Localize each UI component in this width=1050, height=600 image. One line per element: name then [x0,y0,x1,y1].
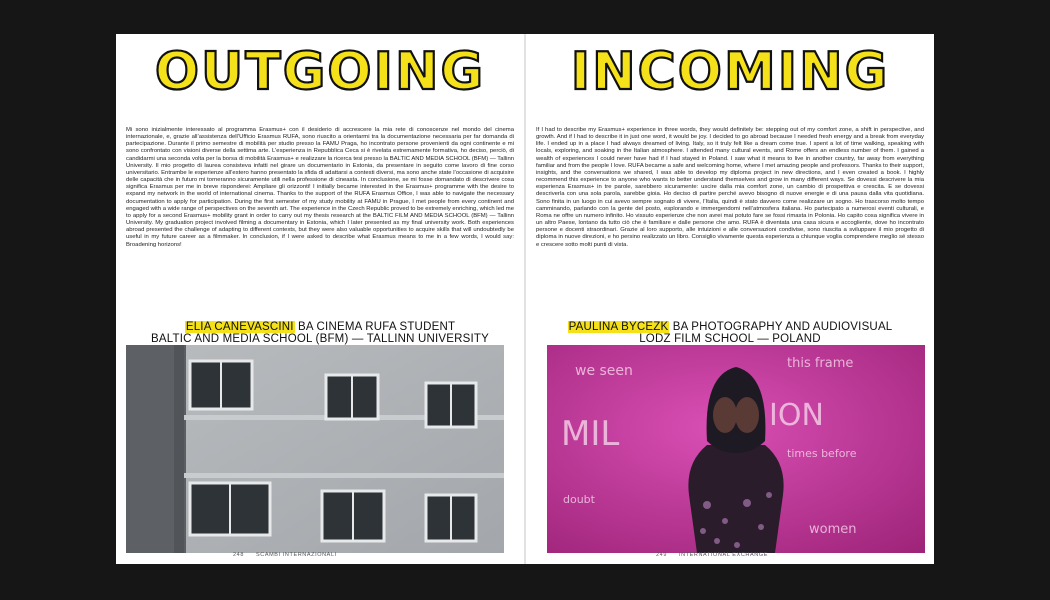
left-page [116,34,524,564]
wall-portrait-photo [547,345,925,553]
credit-left [116,322,524,345]
headline-outgoing: OUTGOING [154,42,486,102]
wall-writing: we seen [575,363,633,379]
wall-writing: MIL [561,414,620,454]
wall-writing: ION [769,398,824,433]
headline-incoming: INCOMING [570,42,890,102]
student-role: BA PHOTOGRAPHY AND AUDIOVISUAL [672,321,893,333]
credit-line-1 [116,322,524,334]
portrait-illustration [547,345,925,553]
section-name-right: INTERNATIONAL EXCHANGE [678,552,768,558]
wall-writing: doubt [563,493,595,506]
page-number-right: 249 [656,552,667,558]
right-page [526,34,934,564]
credit-right [526,322,934,345]
wall-writing: women [809,522,857,537]
credit-line-1 [526,322,934,334]
student-name-highlight: ELIA CANEVASCINI [185,321,294,333]
wall-writing: this frame [787,356,854,371]
wall-writing: times before [787,447,857,460]
body-text-left: Mi sono inizialmente interessato al programma Erasmus+ con il desiderio di accrescere la mia rete di conoscenze nel mondo del cinema internazionale, e, grazie all’assistenza dell’Ufficio Erasmus RUFA, sono riuscito a orientarmi tra la documentazione necessaria per far domanda di partecipazione. Durante il primo semestre di mobilità per studio presso la FAMU Praga, ho incontrato persone provenienti da ogni continente e mi sono confrontato con visioni diverse della settima arte. L’esperienza in Repubblica Ceca si è rivelata estremamente formativa, ho deciso, perciò, di candidarmi una seconda volta per la borsa di mobilità Erasmus+ e realizzare la ricerca tesi presso la BALTIC AND MEDIA SCHOOL (BFM) — Tallinn University. Il mio progetto di laurea consisteva infatti nel girare un documentario in Estonia, da presentare in seguito come lavoro di fine corso universitario. Entrambe le esperienze all’estero hanno presentato la sfida di adattarsi a contesti diversi, ma sono anche state l’occasione di acquisire delle capacità che in futuro mi torneranno sicuramente utili nella professione di cineasta. In conclusione, se mi fosse domandato di descrivere cosa significa Erasmus per me in breve risponderei: Ampliare gli orizzonti! I initially became interested in the Erasmus+ programme with the desire to expand my network in the world of international cinema. Thanks to the support of the RUFA Erasmus Office, I was able to navigate the necessary documentation to apply for participation. During the first semester of my study mobility at FAMU in Prague, I met people from every continent and engaged with a wide range of perspectives on the seventh art. The experience in the Czech Republic proved to be extremely enriching, which led me to apply for a second Erasmus+ mobility grant in order to carry out my thesis research at the BALTIC FILM AND MEDIA SCHOOL (BFM) — Tallinn University. My graduation project involved filming a documentary in Estonia, which I later presented as my final university work. Both experiences abroad presented the challenge of adapting to different contexts, but they were also valuable opportunities to acquire skills that will undoubtedly be useful in my future career as a filmmaker. In conclusion, if I were asked to describe what Erasmus means to me in a few words, I would say: Broadening horizons! [126,127,514,248]
body-text-right: If I had to describe my Erasmus+ experience in three words, they would definitely be: stepping out of my comfort zone, a shift in perspective, and growth. And if I had to describe it in just one word, it would be joy. I decided to go abroad because I needed fresh energy and a break from everyday life. I ended up in a place I had always dreamed of living. Italy, so it truly felt like a dream come true. I spent a lot of time walking, speaking with locals, exploring, and soaking in the Italian atmosphere. I attended many cultural events, and Rome offers an endless number of them. I gained a wealth of experiences I could never have had if I had stayed in Poland. I saw what it means to live in another country, far away from everything familiar and from the people I love. RUFA became a safe and welcoming home, where I met amazing people and professors. Thanks to their support, insights, and the conversations we shared, I was able to develop my diploma project in new directions, and I even created a book. I highly recommend this experience to anyone who wants to better understand themselves and grow in many different ways. Se dovessi descrivere la mia esperienza Erasmus+ in tre parole, sarebbero sicuramente: uscire dalla mia comfort zone, un cambio di prospettiva e crescita. E se dovessi descriverla con una sola parola, sarebbe gioia. Ho deciso di partire perché avevo bisogno di nuove energie e di una pausa dalla vita quotidiana. Sono finita in un luogo in cui avevo sempre sognato di vivere, l’Italia, quindi è stato davvero come realizzare un sogno. Ho trascorso molto tempo camminando, parlando con la gente del posto, esplorando e immergendomi nell’atmosfera italiana. Ho partecipato a numerosi eventi culturali, e Roma ne offre un numero infinito. Ho vissuto esperienze che non avrei mai potuto fare se fossi rimasta in Polonia. Ho capito cosa significa vivere in un altro Paese, lontano da tutto ciò che è familiare e dalle persone che amo. RUFA è diventata una casa sicura e accogliente, dove ho incontrato persone e docenti straordinari. Grazie al loro supporto, alle intuizioni e alle conversazioni condivise, sono riuscita a sviluppare il mio progetto di diploma in nuove direzioni, e ho persino realizzato un libro. Consiglio vivamente questa esperienza a chiunque voglia comprendere meglio sé stesso e crescere sotto molti punti di vista. [536,127,924,248]
building-photo [126,345,504,553]
student-school: LODZ FILM SCHOOL — POLAND [639,332,821,345]
folio-left [233,552,349,558]
section-name-left: SCAMBI INTERNAZIONALI [255,552,337,558]
student-role: BA CINEMA RUFA STUDENT [298,321,456,333]
folio-right [656,552,780,558]
page-number-left: 248 [233,552,244,558]
student-school: BALTIC AND MEDIA SCHOOL (BFM) — TALLINN UNIVERSITY [150,332,490,345]
building-illustration [126,345,504,553]
student-name-highlight: PAULINA BYCEZK [568,321,669,333]
